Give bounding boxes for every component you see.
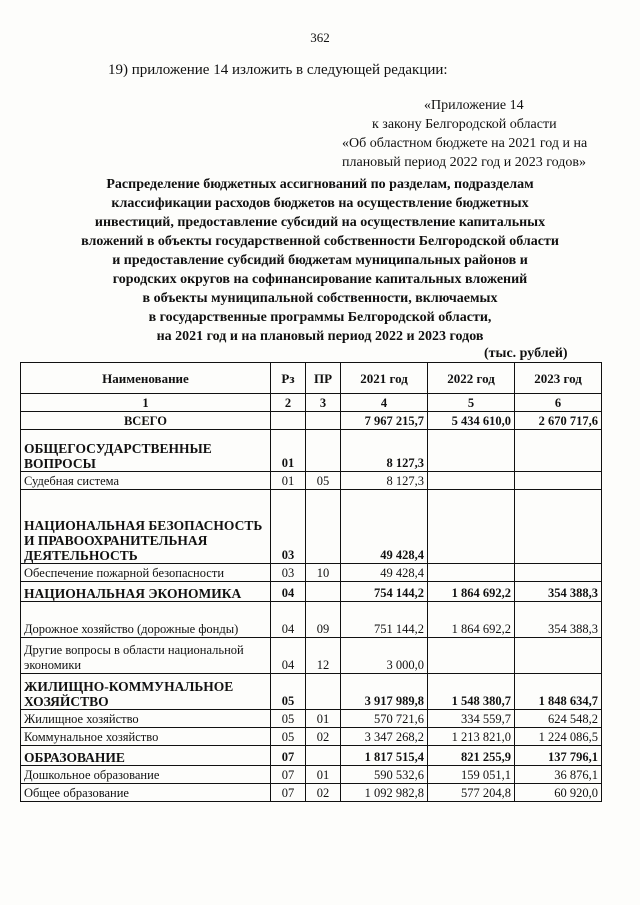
cell-2023: 137 796,1 [515,746,602,766]
cell-2021: 3 000,0 [341,638,428,674]
cell-2021: 8 127,3 [341,430,428,472]
appendix-line: «Об областном бюджете на 2021 год и на [342,136,588,151]
cell-rz: 04 [271,602,306,638]
header-2023: 2023 год [515,363,602,394]
cell-2022 [428,490,515,564]
cell-rz: 05 [271,728,306,746]
cell-2021: 1 817 515,4 [341,746,428,766]
cell-rz: 01 [271,472,306,490]
cell-name: ЖИЛИЩНО-КОММУНАЛЬНОЕ ХОЗЯЙСТВО [21,674,271,710]
cell-2023 [515,430,602,472]
title-line: и предоставление субсидий бюджетам муниципальных районов и [112,253,528,268]
cell-2023 [515,638,602,674]
cell-pr: 12 [306,638,341,674]
table-row [21,638,602,674]
cell-rz: 04 [271,638,306,674]
page-number: 362 [310,30,330,45]
cell-2022: 577 204,8 [428,784,515,802]
title-line: вложений в объекты государственной собственности Белгородской области [81,234,559,249]
cell-pr: 02 [306,784,341,802]
cell-2023: 1 224 086,5 [515,728,602,746]
document-title [20,175,620,346]
header-name: Наименование [21,363,271,394]
cell-rz: 01 [271,430,306,472]
table-row [21,674,602,710]
appendix-line: «Приложение 14 [424,98,524,113]
header-rz: Рз [271,363,306,394]
cell-2023: 354 388,3 [515,582,602,602]
cell-name: ОБРАЗОВАНИЕ [21,746,271,766]
cell-rz: 03 [271,564,306,582]
title-line: в государственные программы Белгородской области, [148,310,492,325]
cell-name: ОБЩЕГОСУДАРСТВЕННЫЕ ВОПРОСЫ [21,430,271,472]
header-pr: ПР [306,363,341,394]
units-label: (тыс. рублей) [484,346,568,361]
cell-2022: 821 255,9 [428,746,515,766]
cell-name: Обеспечение пожарной безопасности [21,564,271,582]
col-number: 6 [515,394,602,412]
table-row [21,728,602,746]
intro-text: 19) приложение 14 изложить в следующей редакции: [108,62,448,78]
cell-2023: 354 388,3 [515,602,602,638]
cell-2023 [515,472,602,490]
cell-rz: 07 [271,784,306,802]
title-line: Распределение бюджетных ассигнований по разделам, подразделам [106,177,534,192]
cell-2023 [515,564,602,582]
cell-2021: 8 127,3 [341,472,428,490]
header-2021: 2021 год [341,363,428,394]
cell-2022 [428,564,515,582]
cell-pr [306,746,341,766]
header-2022: 2022 год [428,363,515,394]
cell-name: Коммунальное хозяйство [21,728,271,746]
col-number: 4 [341,394,428,412]
table-row [21,564,602,582]
title-line: в объекты муниципальной собственности, включаемых [142,291,498,306]
cell-pr: 10 [306,564,341,582]
cell-2022 [428,472,515,490]
cell-rz: 03 [271,490,306,564]
cell-pr [306,490,341,564]
cell-2021: 3 347 268,2 [341,728,428,746]
cell-name: НАЦИОНАЛЬНАЯ ЭКОНОМИКА [21,582,271,602]
cell-2022: 1 864 692,2 [428,582,515,602]
cell-2022 [428,638,515,674]
cell-2021: 49 428,4 [341,490,428,564]
appendix-line: к закону Белгородской области [372,117,557,132]
appendix-header [342,96,587,172]
cell-2022 [428,430,515,472]
cell-2021: 754 144,2 [341,582,428,602]
cell-2022: 1 213 821,0 [428,728,515,746]
table-row [21,582,602,602]
table-row [21,766,602,784]
cell-rz: 04 [271,582,306,602]
cell-name: Дошкольное образование [21,766,271,784]
cell-2021: 590 532,6 [341,766,428,784]
table-row [21,746,602,766]
cell-pr: 09 [306,602,341,638]
cell-2023: 60 920,0 [515,784,602,802]
cell-2021: 3 917 989,8 [341,674,428,710]
col-number: 2 [271,394,306,412]
cell-name: Общее образование [21,784,271,802]
cell-2022: 1 548 380,7 [428,674,515,710]
cell-name: Дорожное хозяйство (дорожные фонды) [21,602,271,638]
table-row [21,490,602,564]
column-number-row [21,394,602,412]
title-line: городских округов на софинансирование капитальных вложений [112,272,528,287]
cell-pr: 01 [306,766,341,784]
cell-2023: 2 670 717,6 [515,412,602,430]
table-row [21,784,602,802]
cell-2021: 49 428,4 [341,564,428,582]
cell-2021: 570 721,6 [341,710,428,728]
col-number: 1 [21,394,271,412]
cell-pr [306,582,341,602]
budget-table [20,362,602,802]
cell-2023: 1 848 634,7 [515,674,602,710]
table-row [21,710,602,728]
title-line: инвестиций, предоставление субсидий на осуществление капитальных [94,215,546,230]
table-row [21,430,602,472]
cell-pr: 01 [306,710,341,728]
cell-2023: 624 548,2 [515,710,602,728]
cell-2022: 1 864 692,2 [428,602,515,638]
title-line: классификации расходов бюджетов на осуществление бюджетных [111,196,529,211]
cell-2023: 36 876,1 [515,766,602,784]
col-number: 5 [428,394,515,412]
cell-name: Жилищное хозяйство [21,710,271,728]
cell-pr [306,430,341,472]
table-row [21,472,602,490]
cell-rz: 05 [271,710,306,728]
cell-2023 [515,490,602,564]
table-header-row [21,363,602,394]
cell-name: НАЦИОНАЛЬНАЯ БЕЗОПАСНОСТЬ И ПРАВООХРАНИТЕЛЬНАЯ ДЕЯТЕЛЬНОСТЬ [21,490,271,564]
cell-pr [306,412,341,430]
appendix-line: плановый период 2022 год и 2023 годов» [342,155,586,170]
cell-name: ВСЕГО [21,412,271,430]
cell-name: Судебная система [21,472,271,490]
cell-rz: 07 [271,766,306,784]
cell-2021: 751 144,2 [341,602,428,638]
cell-pr [306,674,341,710]
cell-rz: 05 [271,674,306,710]
cell-2021: 7 967 215,7 [341,412,428,430]
cell-rz: 07 [271,746,306,766]
cell-rz [271,412,306,430]
cell-2022: 334 559,7 [428,710,515,728]
cell-2021: 1 092 982,8 [341,784,428,802]
title-line: на 2021 год и на плановый период 2022 и 2023 годов [156,329,484,344]
cell-pr: 05 [306,472,341,490]
table-row [21,602,602,638]
cell-2022: 159 051,1 [428,766,515,784]
table-row [21,412,602,430]
cell-2022: 5 434 610,0 [428,412,515,430]
col-number: 3 [306,394,341,412]
cell-pr: 02 [306,728,341,746]
cell-name: Другие вопросы в области национальной экономики [21,638,271,674]
